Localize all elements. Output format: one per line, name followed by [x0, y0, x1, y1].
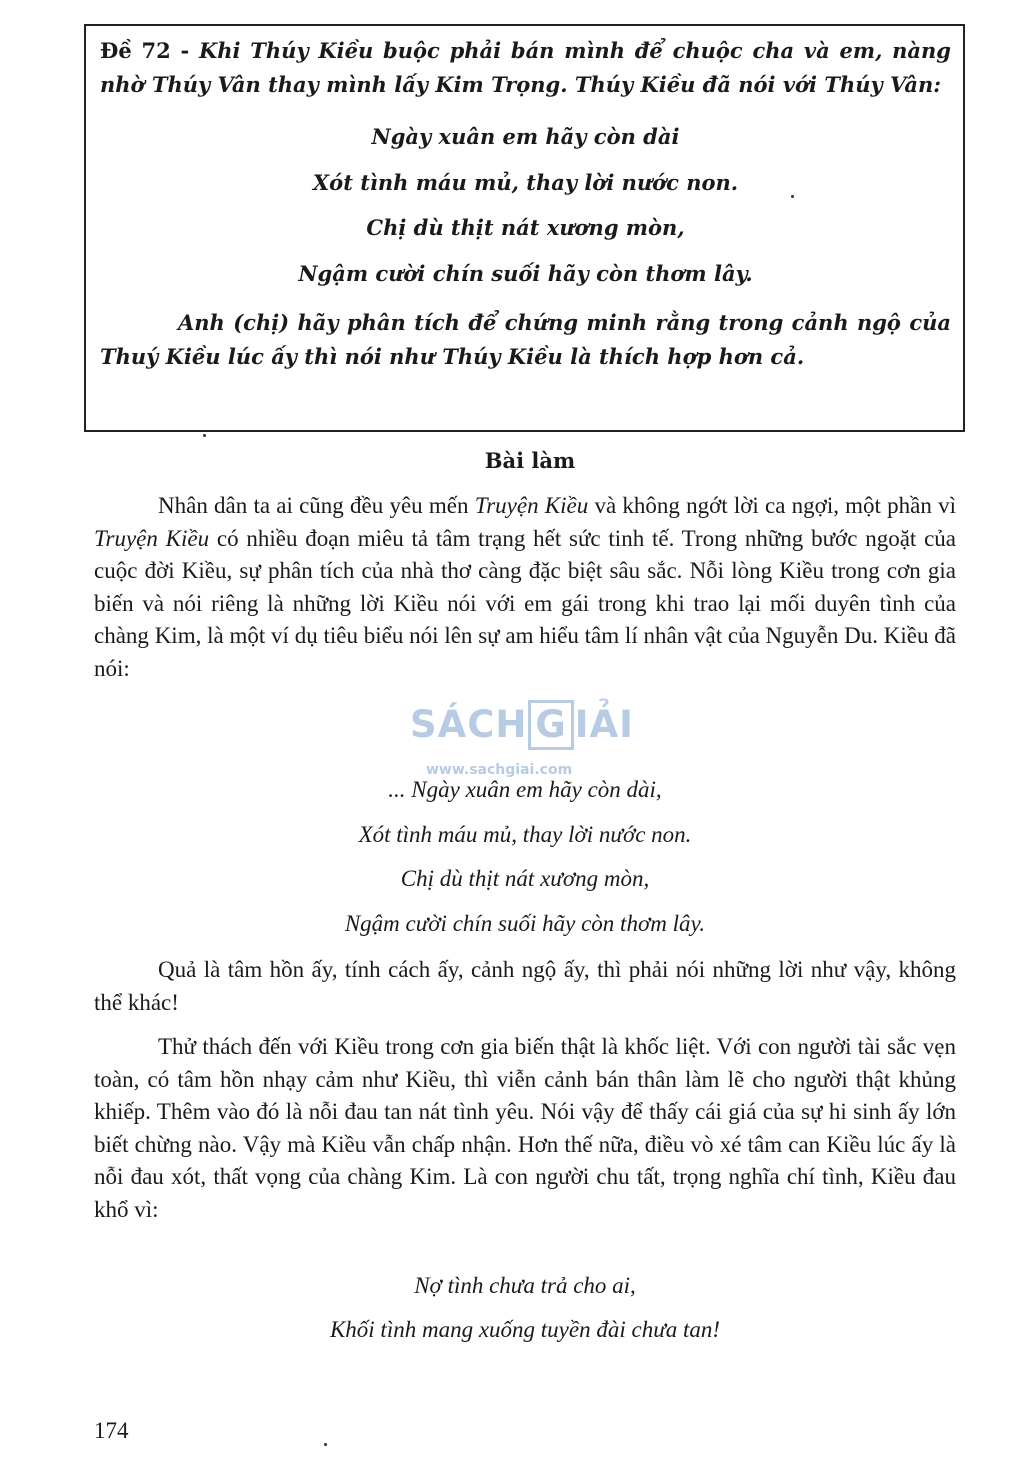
quote-line: Chị dù thịt nát xương mòn, — [400, 866, 650, 891]
paragraph-1 — [94, 490, 956, 686]
paragraph-text: và không ngớt lời ca ngợi, một phần vì — [588, 493, 956, 518]
problem-label: Đề 72 - — [100, 38, 199, 63]
speck — [324, 1443, 327, 1446]
quote-line: ... Ngày xuân em hãy còn dài, — [388, 777, 662, 802]
quote-2 — [94, 1264, 956, 1352]
work-title: Truyện Kiều — [94, 525, 210, 551]
verse-line: Ngậm cười chín suối hãy còn thơm lây. — [298, 260, 753, 286]
verse-line: Chị dù thịt nát xương mòn, — [366, 215, 685, 240]
watermark-logo — [410, 700, 634, 750]
paragraph-3: Thử thách đến với Kiều trong cơn gia biến thật là khốc liệt. Với con người tài sắc vẹn toàn, có tâm hồn nhạy cảm như Kiều, thì viễn cảnh bán thân làm lẽ cho người thật khủng khiếp. Thêm vào đó là nỗi đau tan nát tình yêu. Nói vậy để thấy cái giá của sự hi sinh ấy lớn biết chừng nào. Vậy mà Kiều vẫn chấp nhận. Hơn thế nữa, điều vò xé tâm can Kiều lúc ấy là nỗi đau xót, thất vọng của chàng Kim. Là con người chu tất, trọng nghĩa chí tình, Kiều đau khổ vì: — [94, 1034, 956, 1222]
problem-prompt-text: Khi Thúy Kiều buộc phải bán mình để chuộc cha và em, nàng nhờ Thúy Vân thay mình lấy Kim Trọng. Thúy Kiều đã nói với Thúy Vân: — [100, 38, 951, 97]
section-title: Bài làm — [484, 448, 576, 473]
verse-line: Xót tình máu mủ, thay lời nước non. — [312, 169, 739, 195]
watermark-logo-part: SÁCH — [410, 703, 528, 746]
speck — [203, 434, 206, 437]
watermark-logo-box: G — [528, 700, 573, 750]
paragraph-text: có nhiều đoạn miêu tả tâm trạng hết sức tinh tế. Trong những bước ngoặt của cuộc đời Kiều, sự phân tích của nhà thơ càng đặc biệt sâu sắc. Nỗi lòng Kiều trong cơn gia biến và nói riêng là những lời Kiều nói với em gái trong khi trao lại mối duyên tình của chàng Kim, là một ví dụ tiêu biểu nói lên sự am hiểu tâm lí nhân vật của Nguyễn Du. Kiều đã nói: — [94, 525, 956, 681]
work-title: Truyện Kiều — [474, 493, 589, 518]
quote-line: Nợ tình chưa trả cho ai, — [414, 1273, 636, 1298]
paragraph-text: Nhân dân ta ai cũng đều yêu mến — [158, 493, 475, 518]
problem-prompt — [100, 34, 951, 102]
page-number: 174 — [94, 1418, 129, 1443]
paragraph-2: Quả là tâm hồn ấy, tính cách ấy, cảnh ngộ ấy, thì phải nói những lời như vậy, không thể khác! — [94, 957, 956, 1015]
watermark-logo-part: IẢI — [574, 703, 634, 746]
problem-task: Anh (chị) hãy phân tích để chứng minh rằng trong cảnh ngộ của Thuý Kiều lúc ấy thì nói như Thúy Kiều là thích hợp hơn cả. — [100, 310, 951, 369]
quote-line: Xót tình máu mủ, thay lời nước non. — [358, 821, 692, 847]
quote-line: Khối tình mang xuống tuyền đài chưa tan! — [329, 1317, 721, 1342]
problem-verse — [100, 114, 951, 296]
problem-box — [84, 24, 965, 432]
verse-line: Ngày xuân em hãy còn dài — [371, 124, 680, 149]
quote-1 — [94, 768, 956, 946]
quote-line: Ngậm cười chín suối hãy còn thơm lây. — [344, 910, 706, 936]
speck — [791, 195, 794, 198]
watermark-url: www.sachgiai.com — [426, 762, 573, 778]
